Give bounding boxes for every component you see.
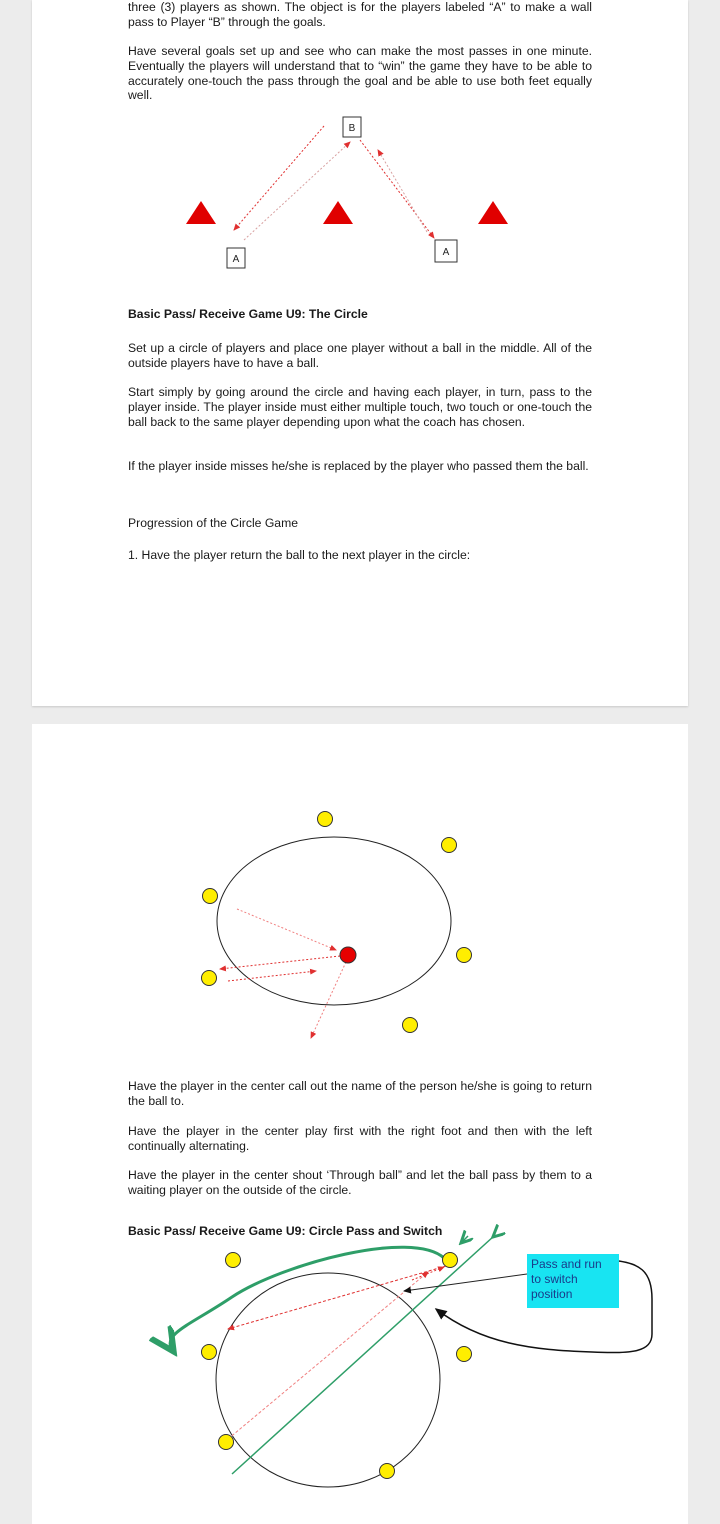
intro-paragraph: three (3) players as shown. The object is for the players labeled “A” to make a wall pass to Player “B” through the goals. xyxy=(128,0,592,29)
document-page-2 xyxy=(32,724,688,1524)
player-a-left-label: A xyxy=(232,254,240,265)
progression-title: Progression of the Circle Game xyxy=(128,516,299,530)
goal-cone-right xyxy=(478,201,508,224)
through-ball-paragraph: Have the player in the center shout ‘Through ball” and let the ball pass by them to a waiting player on the outside of the circle. xyxy=(128,1168,592,1197)
outside-player xyxy=(202,1345,217,1360)
pass-arrow-b-to-a-left xyxy=(234,126,324,230)
pass-short xyxy=(412,1267,444,1280)
pass-and-run-callout: Pass and run to switch position xyxy=(527,1254,619,1308)
circle-pass-switch-heading: Basic Pass/ Receive Game U9: Circle Pass and Switch xyxy=(128,1224,443,1238)
switch-circle-boundary xyxy=(216,1273,440,1487)
outside-player xyxy=(457,1347,472,1362)
wall-pass-diagram xyxy=(32,0,688,280)
circle-game-heading: Basic Pass/ Receive Game U9: The Circle xyxy=(128,307,368,321)
player-b-label: B xyxy=(348,123,356,134)
outside-player xyxy=(380,1464,395,1479)
progression-step-1: 1. Have the player return the ball to the next player in the circle: xyxy=(128,548,471,562)
outside-player xyxy=(443,1253,458,1268)
circle-miss-paragraph: If the player inside misses he/she is replaced by the player who passed them the ball. xyxy=(128,459,589,473)
document-page-1 xyxy=(32,0,688,706)
pass-arrow-b-to-a-right xyxy=(360,140,434,238)
pass-arrow-a-right-to-b xyxy=(378,150,427,232)
outside-player xyxy=(219,1435,234,1450)
player-a-right-label: A xyxy=(442,247,450,258)
player-run-path-1 xyxy=(170,1247,444,1349)
outside-player xyxy=(226,1253,241,1268)
goal-cone-left xyxy=(186,201,216,224)
pass-across-circle xyxy=(228,1266,446,1329)
goal-cone-middle xyxy=(323,201,353,224)
circle-setup-paragraph: Set up a circle of players and place one player without a ball in the middle. All of the outside players have to have a ball. xyxy=(128,341,592,370)
goals-paragraph: Have several goals set up and see who can make the most passes in one minute. Eventually the players will understand that to “win” the game they have to be able to accurately one-touch the pass through the goal and be able to use both feet equally well. xyxy=(128,44,592,103)
callout-pointer-1 xyxy=(404,1274,527,1291)
alternate-feet-paragraph: Have the player in the center play first with the right foot and then with the left continually alternating. xyxy=(128,1124,592,1153)
circle-pass-switch-diagram xyxy=(32,724,688,1524)
player-run-path-2 xyxy=(232,1236,494,1474)
callout-pointer-2 xyxy=(436,1261,652,1353)
circle-start-paragraph: Start simply by going around the circle and having each player, in turn, pass to the player inside. The player inside must either multiple touch, two touch or one-touch the ball back to the same player depending upon what the coach has chosen. xyxy=(128,385,592,429)
player-run-arrow-tip xyxy=(462,1236,468,1242)
call-name-paragraph: Have the player in the center call out the name of the person he/she is going to return the ball to. xyxy=(128,1079,592,1108)
